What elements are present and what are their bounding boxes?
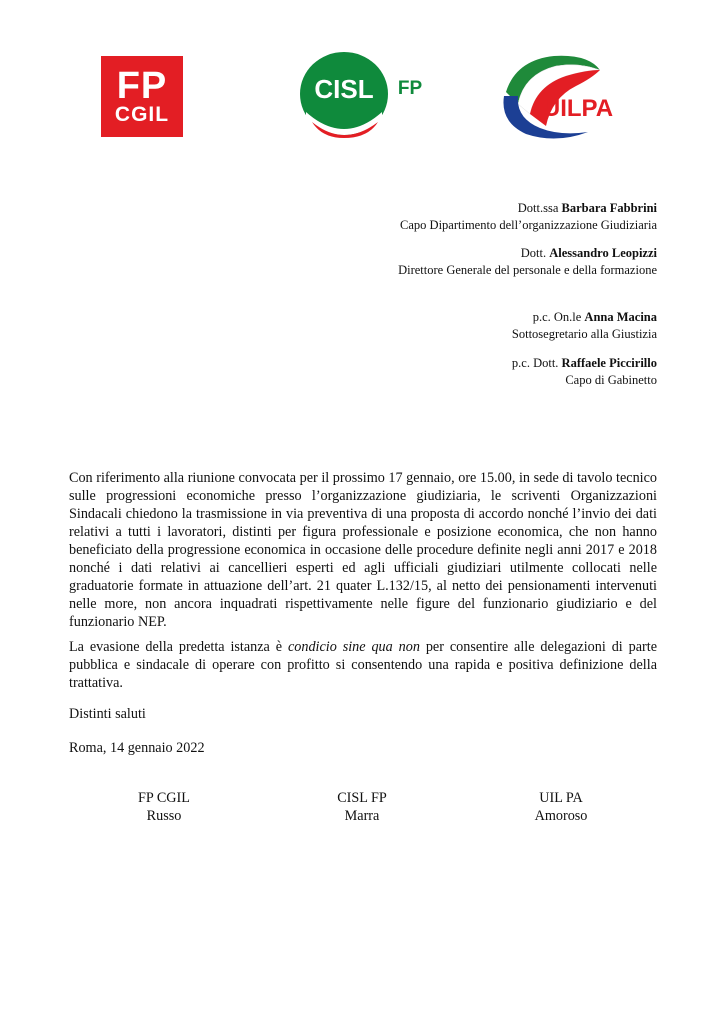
paragraph2-text-after: per consentire alle delegazioni di parte pubblica e sindacale di operare con profitto si consentendo una rapida e positiva definizione della trattativa. (69, 639, 657, 691)
body-paragraph-1: Con riferimento alla riunione convocata per il prossimo 17 gennaio, ore 15.00, in sede di tavolo tecnico sulle progressioni economiche presso l’organizzazione giudiziaria, le scriventi Organizzazioni Sindacali chiedono la trasmissione in via preventiva di una proposta di accordo nonché l’invio dei dati relativi a tutti i lavoratori, distinti per figura professionale e posizione economica, che non hanno beneficiato della progressione economica in occasione delle procedure definite negli anni 2017 e 2018 nonché i dati relativi ai cancellieri esperti ed agli ufficiali giudiziari utilmente collocati nelle graduatorie formate in attuazione dell’art. 21 quater L.132/15, al netto dei pensionamenti intervenuti nelle more, non ancora inquadrati rispettivamente nelle figure del funzionario giudiziario e del funzionario NEP. (69, 470, 657, 630)
uilpa-logo-text: UILPA (542, 95, 614, 122)
fp-cgil-logo (101, 56, 183, 137)
signature-org: FP CGIL (138, 790, 190, 806)
paragraph2-text-before: La evasione della predetta istanza è (69, 639, 288, 655)
addressee-2 (398, 245, 657, 279)
addressee-role: Direttore Generale del personale e della formazione (398, 263, 657, 277)
signature-name: Russo (146, 808, 182, 824)
addressee-prefix: p.c. Dott. (511, 356, 562, 370)
addressee-1 (400, 200, 657, 234)
addressee-name: Raffaele Piccirillo (561, 356, 657, 370)
paragraph2-italic-phrase: condicio sine qua non (287, 639, 420, 655)
addressee-prefix: Dott. (520, 246, 550, 260)
addressee-role: Sottosegretario alla Giustizia (511, 327, 657, 341)
addressee-3 (512, 309, 657, 343)
addressee-role: Capo Dipartimento dell’organizzazione Giudiziaria (400, 218, 657, 232)
signature-org: UIL PA (539, 790, 583, 806)
addressee-name: Anna Macina (584, 310, 657, 324)
cisl-fp-logo-text: FP (397, 78, 423, 99)
fp-cgil-logo-line2: CGIL (114, 102, 170, 126)
cisl-logo-text: CISL (314, 74, 374, 104)
closing-salutation: Distinti saluti (69, 706, 146, 722)
addressee-name: Barbara Fabbrini (561, 201, 657, 215)
addressee-role: Capo di Gabinetto (565, 373, 657, 387)
addressee-4 (512, 355, 657, 389)
cisl-fp-logo (298, 50, 432, 140)
signature-name: Marra (344, 808, 380, 824)
signature-org: CISL FP (337, 790, 387, 806)
addressee-prefix: Dott.ssa (517, 201, 562, 215)
uilpa-logo (496, 52, 624, 140)
signature-fp-cgil (104, 789, 224, 825)
addressee-prefix: p.c. On.le (532, 310, 585, 324)
addressee-name: Alessandro Leopizzi (549, 246, 657, 260)
signature-uil-pa (501, 789, 621, 825)
date-place: Roma, 14 gennaio 2022 (69, 740, 205, 756)
fp-cgil-logo-line1: FP (116, 64, 168, 107)
signature-name: Amoroso (534, 808, 588, 824)
body-paragraph-2 (69, 638, 657, 692)
signature-cisl-fp (302, 789, 422, 825)
